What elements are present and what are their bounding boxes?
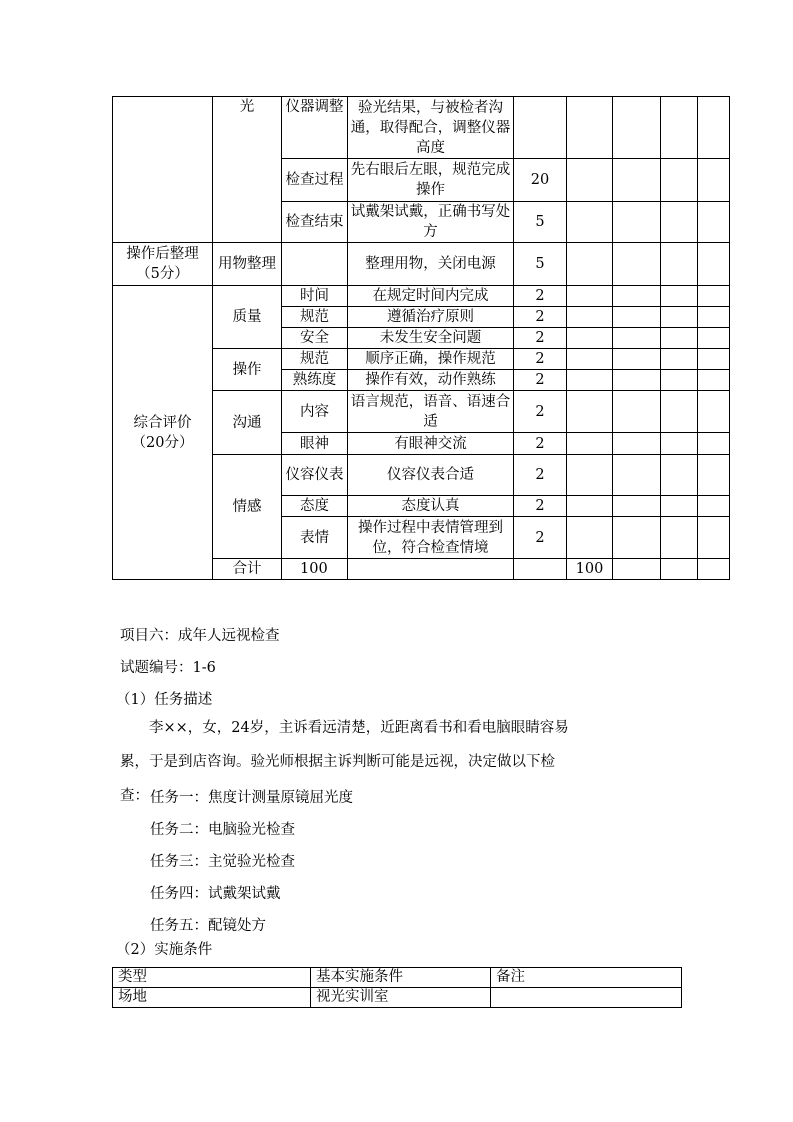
- score-cell: 5: [514, 202, 567, 243]
- content-cell: 操作过程中表情管理到位，符合检查情境: [348, 517, 514, 559]
- table-cell: 视光实训室: [311, 988, 491, 1008]
- table-cell: [491, 988, 682, 1008]
- score-table: [112, 96, 730, 580]
- section-cell: [113, 97, 213, 243]
- task-item: 任务一：焦度计测量原镜屈光度: [150, 790, 353, 806]
- score-cell: 2: [514, 433, 567, 455]
- task-item: 任务三：主觉验光检查: [150, 854, 295, 870]
- table-row: [113, 988, 682, 1008]
- category-cell: 用物整理: [213, 243, 282, 286]
- score-cell: 2: [514, 517, 567, 559]
- section-heading-task: （1）任务描述: [116, 692, 213, 708]
- content-cell: 试戴架试戴，正确书写处方: [348, 202, 514, 243]
- subitem-cell: 规范: [282, 307, 348, 328]
- content-cell: 遵循治疗原则: [348, 307, 514, 328]
- subitem-cell: 检查过程: [282, 159, 348, 202]
- subitem-cell: 内容: [282, 391, 348, 433]
- category-cell: 情感: [213, 455, 282, 559]
- task-item: 任务五：配镜处方: [150, 918, 266, 934]
- task-description: 李××，女，24岁，主诉看远清楚，近距离看书和看电脑眼睛容易累，于是到店咨询。验光师根据主诉判断可能是远视，决定做以下检查：: [120, 720, 569, 804]
- content-cell: 操作有效，动作熟练: [348, 370, 514, 391]
- section-cell: 综合评价（20分）: [113, 286, 213, 580]
- content-cell: 仪容仪表合适: [348, 455, 514, 496]
- content-cell: 整理用物，关闭电源: [348, 243, 514, 286]
- column-header: 基本实施条件: [311, 968, 491, 988]
- subitem-cell: 检查结束: [282, 202, 348, 243]
- task-item: 任务二：电脑验光检查: [150, 822, 295, 838]
- table-row: [113, 286, 730, 307]
- content-cell: 有眼神交流: [348, 433, 514, 455]
- table-cell: 场地: [113, 988, 311, 1008]
- total-full-score: 100: [282, 559, 348, 580]
- content-cell: 先右眼后左眼，规范完成操作: [348, 159, 514, 202]
- content-cell: 语言规范，语音、语速合适: [348, 391, 514, 433]
- section-cell: 操作后整理（5分）: [113, 243, 213, 286]
- table-row: [113, 97, 730, 159]
- content-cell: 验光结果，与被检者沟通，取得配合，调整仪器高度: [348, 97, 514, 159]
- section-heading-conditions: （2）实施条件: [116, 942, 213, 958]
- subitem-cell: 熟练度: [282, 370, 348, 391]
- score-cell: 2: [514, 391, 567, 433]
- content-cell: 在规定时间内完成: [348, 286, 514, 307]
- total-label: 合计: [213, 559, 282, 580]
- score-cell: 2: [514, 496, 567, 517]
- category-cell: 质量: [213, 286, 282, 349]
- score-cell: 2: [514, 328, 567, 349]
- category-cell: 操作: [213, 349, 282, 391]
- subitem-cell: 仪容仪表: [282, 455, 348, 496]
- score-cell: 2: [514, 349, 567, 370]
- subitem-cell: 时间: [282, 286, 348, 307]
- total-score: 100: [567, 559, 613, 580]
- subitem-cell: 眼神: [282, 433, 348, 455]
- table-row: [113, 243, 730, 286]
- score-cell: 20: [514, 159, 567, 202]
- category-cell: 光: [213, 97, 282, 243]
- content-cell: 顺序正确，操作规范: [348, 349, 514, 370]
- score-cell: 5: [514, 243, 567, 286]
- score-cell: [514, 97, 567, 159]
- subitem-cell: 规范: [282, 349, 348, 370]
- column-header: 类型: [113, 968, 311, 988]
- table-header-row: [113, 968, 682, 988]
- subitem-cell: 仪器调整: [282, 97, 348, 159]
- score-cell: 2: [514, 455, 567, 496]
- task-item: 任务四：试戴架试戴: [150, 886, 281, 902]
- score-cell: 2: [514, 307, 567, 328]
- subitem-cell: 表情: [282, 517, 348, 559]
- project-title: 项目六：成年人远视检查: [120, 628, 280, 644]
- column-header: 备注: [491, 968, 682, 988]
- score-cell: 2: [514, 286, 567, 307]
- content-cell: 态度认真: [348, 496, 514, 517]
- content-cell: 未发生安全问题: [348, 328, 514, 349]
- subitem-cell: 安全: [282, 328, 348, 349]
- conditions-table: [112, 967, 682, 1008]
- project-code: 试题编号：1-6: [120, 660, 216, 676]
- score-cell: 2: [514, 370, 567, 391]
- category-cell: 沟通: [213, 391, 282, 455]
- subitem-cell: 态度: [282, 496, 348, 517]
